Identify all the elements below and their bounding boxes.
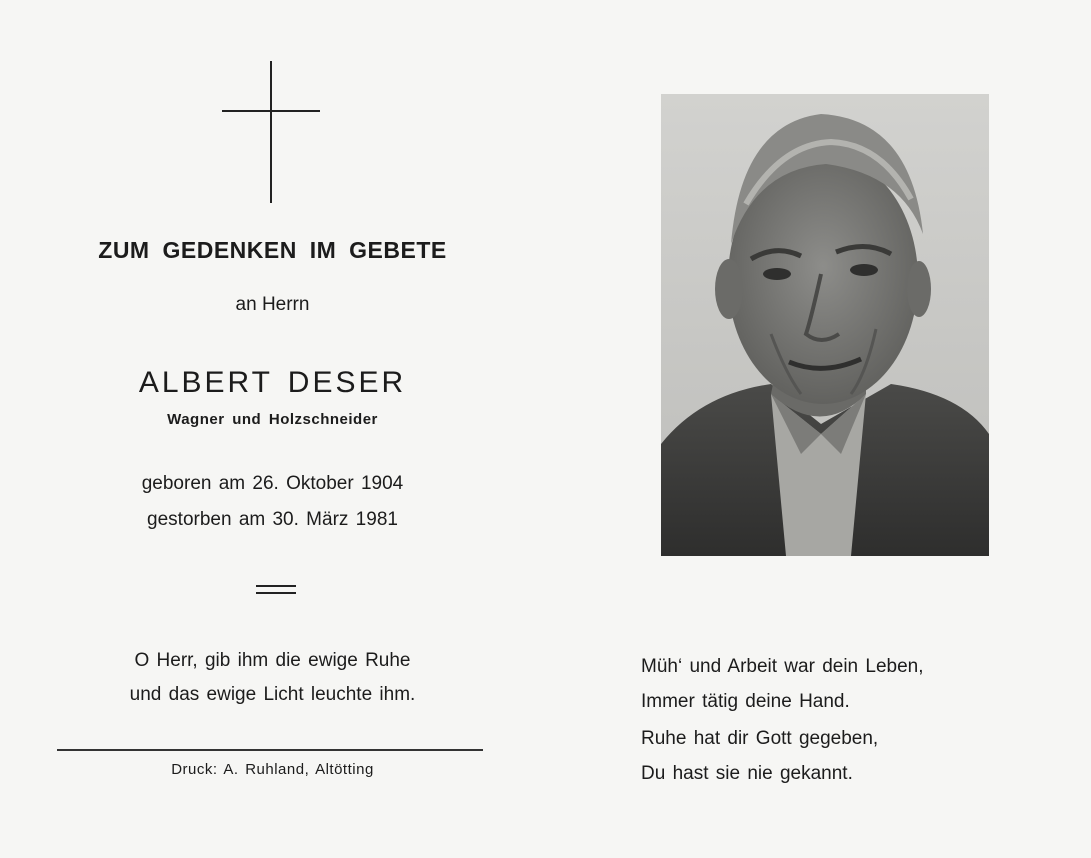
divider-rule bbox=[57, 749, 483, 751]
verse-line-2: Immer tätig deine Hand. bbox=[641, 691, 850, 712]
birth-date: geboren am 26. Oktober 1904 bbox=[141, 473, 404, 494]
verse-line-3: Ruhe hat dir Gott gegeben, bbox=[641, 728, 879, 749]
prayer-line-2: und das ewige Licht leuchte ihm. bbox=[129, 684, 416, 705]
portrait-photo bbox=[661, 94, 989, 556]
salutation: an Herrn bbox=[235, 294, 310, 315]
death-date: gestorben am 30. März 1981 bbox=[147, 509, 398, 530]
verse-line-1: Müh‘ und Arbeit war dein Leben, bbox=[641, 656, 924, 677]
printer-credit: Druck: A. Ruhland, Altötting bbox=[171, 761, 374, 778]
card-heading: ZUM GEDENKEN IM GEBETE bbox=[98, 237, 447, 263]
deceased-name: ALBERT DESER bbox=[138, 366, 407, 399]
verse-line-4: Du hast sie nie gekannt. bbox=[641, 763, 853, 784]
occupation: Wagner und Holzschneider bbox=[167, 411, 378, 428]
prayer-line-1: O Herr, gib ihm die ewige Ruhe bbox=[134, 650, 411, 671]
